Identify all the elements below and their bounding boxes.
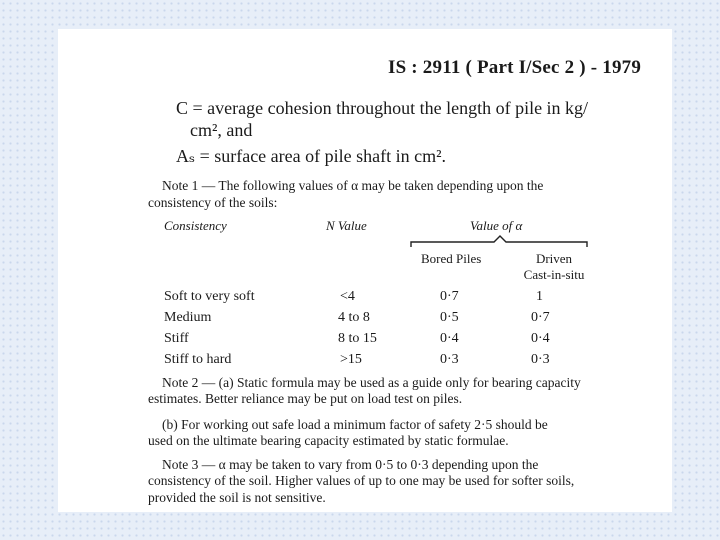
standard-header: IS : 2911 ( Part I/Sec 2 ) - 1979 bbox=[388, 57, 642, 78]
definition-c-line2: cm², and bbox=[190, 120, 253, 140]
note1-line1: Note 1 — The following values of α may be taken depending upon the bbox=[162, 178, 544, 193]
col-header-driven: Driven bbox=[535, 251, 573, 266]
row-1-driven: 1 bbox=[536, 289, 543, 304]
note2-line2: estimates. Better reliance may be put on load test on piles. bbox=[148, 391, 463, 406]
row-1-n-value: <4 bbox=[340, 289, 355, 304]
col-header-n-value: N Value bbox=[326, 218, 367, 233]
row-3-bored: 0·4 bbox=[440, 331, 459, 346]
row-2-n-value: 4 to 8 bbox=[338, 310, 370, 325]
row-2-consistency: Medium bbox=[164, 310, 212, 325]
col-header-value-of-alpha: Value of α bbox=[470, 218, 523, 233]
note1-line2: consistency of the soils: bbox=[148, 195, 278, 210]
row-3-n-value: 8 to 15 bbox=[338, 331, 377, 346]
row-4-n-value: >15 bbox=[340, 352, 362, 367]
definition-c-line1: C = average cohesion throughout the length of pile in kg/ bbox=[176, 98, 589, 118]
row-4-driven: 0·3 bbox=[531, 352, 550, 367]
row-1-bored: 0·7 bbox=[440, 289, 459, 304]
note3-line1: Note 3 — α may be taken to vary from 0·5 to 0·3 depending upon the bbox=[162, 457, 539, 472]
document-page bbox=[58, 29, 672, 512]
col-header-cast-in-situ: Cast-in-situ bbox=[523, 267, 585, 282]
note3-line3: provided the soil is not sensitive. bbox=[148, 490, 326, 505]
note2-line4: used on the ultimate bearing capacity estimated by static formulae. bbox=[148, 433, 509, 448]
row-2-driven: 0·7 bbox=[531, 310, 550, 325]
row-4-consistency: Stiff to hard bbox=[164, 352, 232, 367]
header-brace bbox=[410, 235, 590, 249]
note2-line3: (b) For working out safe load a minimum factor of safety 2·5 should be bbox=[162, 417, 548, 432]
note2-line1: Note 2 — (a) Static formula may be used as a guide only for bearing capacity bbox=[162, 375, 581, 390]
row-2-bored: 0·5 bbox=[440, 310, 459, 325]
definition-as: Aₛ = surface area of pile shaft in cm². bbox=[176, 146, 446, 166]
col-header-consistency: Consistency bbox=[164, 218, 227, 233]
row-1-consistency: Soft to very soft bbox=[164, 289, 255, 304]
row-4-bored: 0·3 bbox=[440, 352, 459, 367]
row-3-consistency: Stiff bbox=[164, 331, 189, 346]
col-header-bored-piles: Bored Piles bbox=[421, 251, 482, 266]
row-3-driven: 0·4 bbox=[531, 331, 550, 346]
note3-line2: consistency of the soil. Higher values of up to one may be used for softer soils, bbox=[148, 473, 575, 488]
